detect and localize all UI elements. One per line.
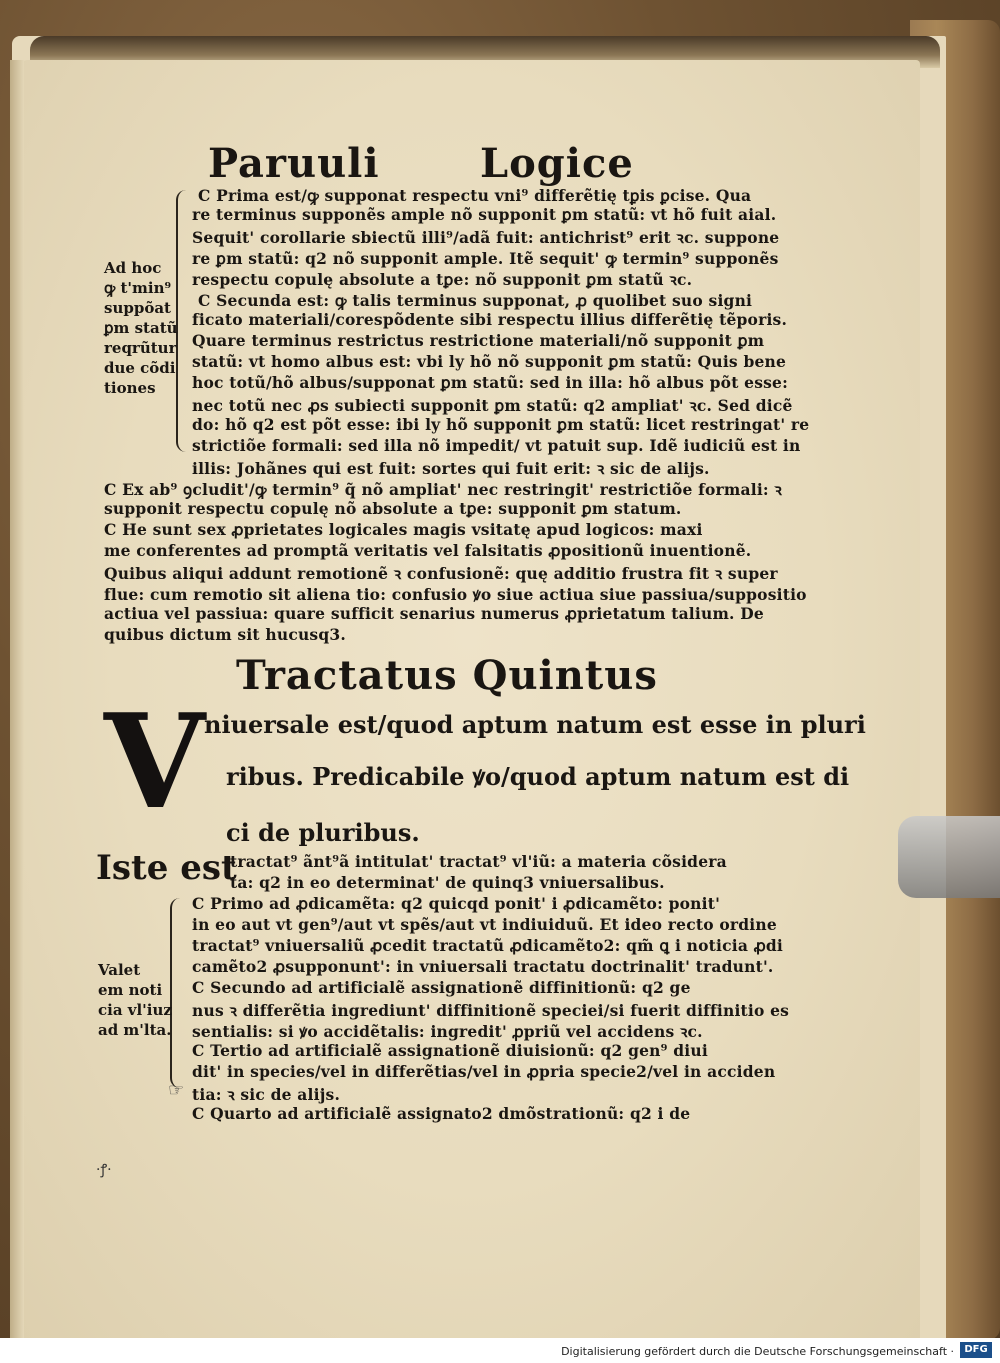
text-line: flue: cum remotio sit aliena tio: confusio ꝟo siue actiua siue passiua/suppositio — [104, 585, 807, 604]
margin-note-line: Valet — [98, 961, 141, 979]
margin-note-line: reqrũtur — [104, 339, 177, 357]
intro-line: niuersale est/quod aptum natum est esse in pluri — [204, 710, 866, 739]
margin-note-line: due cõdi — [104, 359, 176, 377]
text-line: strictiõe formali: sed illa nõ impedit/ vt patuit sup. Idẽ iudiciũ est in — [192, 436, 801, 455]
bracket-2 — [170, 898, 186, 1088]
text-line: Quibus aliqui addunt remotionẽ ꝛ confusionẽ: quę additio frustra fit ꝛ super — [104, 564, 778, 583]
margin-note-line: ꝑm statũ — [104, 319, 178, 337]
margin-note-2 — [98, 960, 172, 1040]
margin-note-line: ad m'lta. — [98, 1021, 172, 1039]
text-line: Quare terminus restrictus restrictione materiali/nõ supponit ꝑm — [192, 331, 765, 350]
text-line: tractat⁹ ãnt⁹ã intitulat' tractat⁹ vl'iũ: a materia cõsidera — [230, 852, 727, 871]
text-line: ta: q2 in eo determinat' de quinq3 vniuersalibus. — [230, 873, 665, 892]
text-line: C Secunda est: ꝙ talis terminus supponat, ꝓ quolibet suo signi — [198, 291, 753, 310]
text-line: respectu copulę absolute a tꝑe: nõ supponit ꝑm statũ ꝛc. — [192, 270, 693, 289]
text-line: C Prima est/ꝙ supponat respectu vni⁹ differẽtię tꝑis ꝑcise. Qua — [198, 186, 752, 205]
page-gutter — [10, 60, 24, 1338]
text-line: nus ꝛ differẽtia ingrediunt' diffinitionẽ speciei/si fuerit diffinitio es — [192, 1001, 790, 1020]
footer-credit: Digitalisierung gefördert durch die Deutsche Forschungsgemeinschaft · — [561, 1345, 954, 1358]
text-line: actiua vel passiua: quare sufficit senarius numerus ꝓprietatum talium. De — [104, 604, 764, 623]
margin-note-line: cia vl'iuz — [98, 1001, 172, 1019]
text-line: C Ex ab⁹ ꝯcludit'/ꝙ termin⁹ q̃ nõ ampliat' nec restringit' restrictiõe formali: ꝛ — [104, 480, 782, 499]
text-line: supponit respectu copulę nõ absolute a tꝑe: supponit ꝑm statum. — [104, 499, 682, 518]
text-line: statũ: vt homo albus est: vbi ly hõ nõ supponit ꝑm statũ: Quis bene — [192, 352, 787, 371]
text-line: me conferentes ad promptã veritatis vel falsitatis ꝓpositionũ inuentionẽ. — [104, 541, 752, 560]
text-line: nec totũ nec ꝓs subiecti supponit ꝑm statũ: q2 ampliat' ꝛc. Sed dicẽ — [192, 396, 793, 415]
margin-note-line: Ad hoc — [104, 259, 162, 277]
bracket-1 — [176, 190, 192, 452]
margin-note-line: tiones — [104, 379, 156, 397]
decorated-initial: V — [104, 685, 205, 838]
text-line: C He sunt sex ꝓprietates logicales magis vsitatę apud logicos: maxi — [104, 520, 703, 539]
margin-note-line: ꝙ t'min⁹ — [104, 279, 172, 297]
text-line: C Secundo ad artificialẽ assignationẽ diffinitionũ: q2 ge — [192, 978, 691, 997]
section-title: Tractatus Quintus — [236, 652, 658, 699]
text-line: re ꝑm statũ: q2 nõ supponit ample. Itẽ sequit' ꝙ termin⁹ supponẽs — [192, 249, 779, 268]
text-line: ficato materiali/corespõdente sibi respectu illius differẽtię tẽporis. — [192, 310, 788, 329]
text-line: tractat⁹ vniuersaliũ ꝓcedit tractatũ ꝓdicamẽto2: qm̃ ꝗ i noticia ꝓdi — [192, 936, 784, 955]
text-line: C Primo ad ꝓdicamẽta: q2 quicqd ponit' i ꝓdicamẽto: ponit' — [192, 894, 721, 913]
intro-line: ribus. Predicabile ꝟo/quod aptum natum est di — [226, 762, 850, 791]
margin-note-line: em noti — [98, 981, 163, 999]
iste-est-heading: Iste est — [96, 848, 237, 888]
text-line: re terminus supponẽs ample nõ supponit ꝑm statũ: vt hõ fuit aial. — [192, 205, 777, 224]
dfg-logo: DFG — [960, 1342, 992, 1358]
text-line: hoc totũ/hõ albus/supponat ꝑm statũ: sed in illa: hõ albus põt esse: — [192, 373, 789, 392]
text-line: tia: ꝛ sic de alijs. — [192, 1085, 341, 1104]
text-line: Sequit' corollarie sbiectũ illi⁹/adã fuit: antichrist⁹ erit ꝛc. suppone — [192, 228, 780, 247]
stain-mark: ·ꝭ· — [96, 1162, 112, 1178]
text-line: in eo aut vt gen⁹/aut vt spẽs/aut vt indiuiduũ. Et ideo recto ordine — [192, 915, 777, 934]
footer-bar — [0, 1338, 1000, 1363]
running-head-left: Paruuli — [208, 140, 380, 187]
text-line: camẽto2 ꝓsupponunt': in vniuersali tractatu doctrinalit' tradunt'. — [192, 957, 774, 976]
text-line: dit' in species/vel in differẽtias/vel in ꝓpria specie2/vel in acciden — [192, 1062, 776, 1081]
margin-note-line: suppõat — [104, 299, 171, 317]
text-line: C Quarto ad artificialẽ assignato2 dmõstrationũ: q2 i de — [192, 1104, 691, 1123]
text-line: C Tertio ad artificialẽ assignationẽ diuisionũ: q2 gen⁹ diui — [192, 1041, 708, 1060]
text-line: sentialis: si ꝟo accidẽtalis: ingredit' ꝓpriũ vel accidens ꝛc. — [192, 1022, 703, 1041]
running-head-right: Logice — [480, 140, 634, 187]
margin-note-1 — [104, 258, 178, 398]
page-clip — [898, 816, 1000, 898]
text-line: do: hõ q2 est põt esse: ibi ly hõ supponit ꝑm statũ: licet restringat' re — [192, 415, 810, 434]
text-line: illis: Johãnes qui est fuit: sortes qui fuit erit: ꝛ sic de alijs. — [192, 459, 710, 478]
intro-line: ci de pluribus. — [226, 818, 420, 847]
manicule-icon: ☞ — [168, 1080, 185, 1101]
text-line: quibus dictum sit hucusq3. — [104, 625, 346, 644]
